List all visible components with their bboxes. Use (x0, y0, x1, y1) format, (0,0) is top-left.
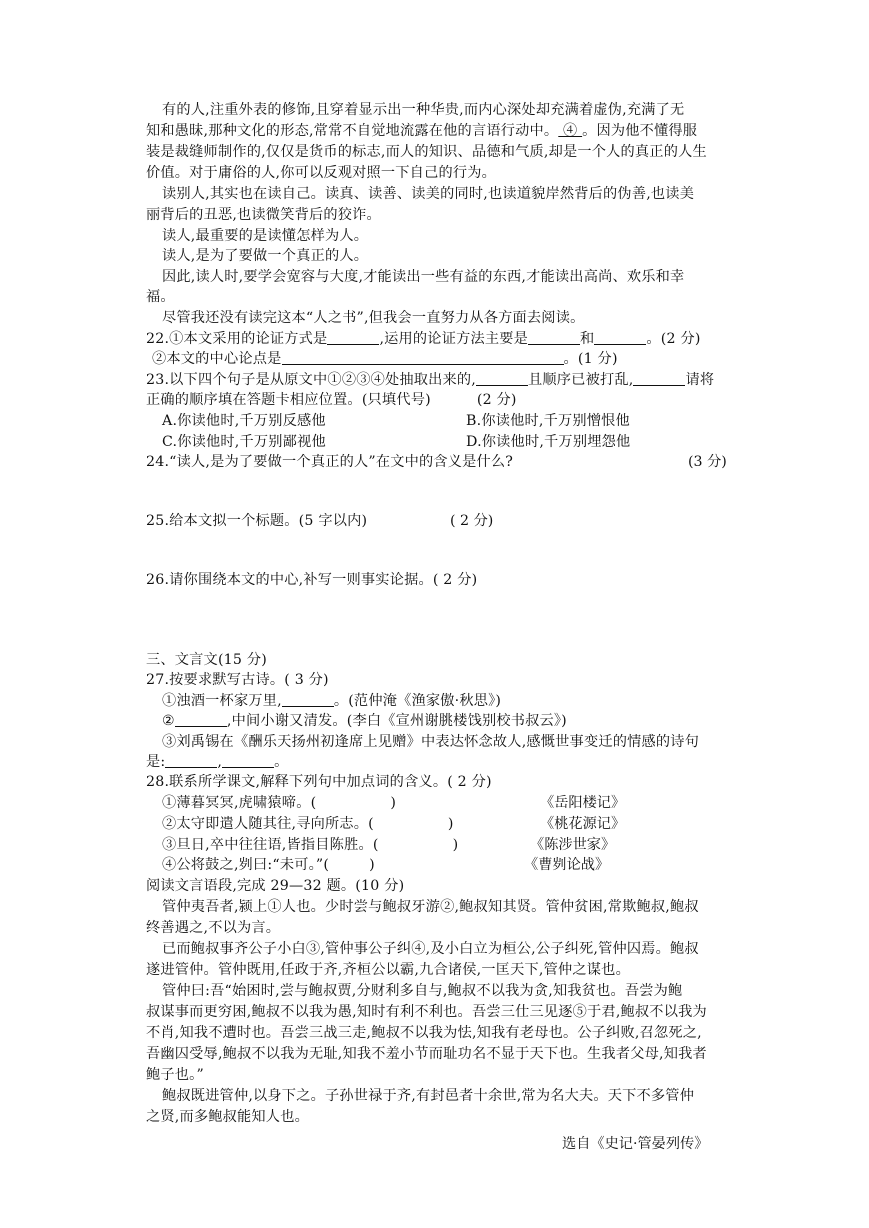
q23-text: 正确的顺序填在答题卡相应位置。(只填代号) (146, 392, 431, 408)
q27-text: 。 (274, 754, 289, 770)
q28-text: ④公将鼓之,刿曰:“未可。”( (162, 857, 330, 873)
passage-line (146, 121, 697, 141)
q28-text: ) (447, 816, 454, 832)
question-23 (146, 370, 714, 390)
reading-line: 管仲夷吾者,颍上①人也。少时尝与鲍叔牙游②,鲍叔知其贤。管仲贫困,常欺鲍叔,鲍叔 (162, 899, 699, 915)
answer-blank[interactable] (282, 350, 564, 365)
q28-item-3 (162, 835, 458, 855)
answer-blank[interactable] (165, 753, 217, 768)
question-25: 25.给本文拟一个标题。(5 字以内) (146, 513, 368, 529)
q22-text: 22.①本文采用的论证方式是 (146, 331, 328, 347)
passage-line: 有的人,注重外表的修饰,且穿着显示出一种华贵,而内心深处却充满着虚伪,充满了无 (162, 102, 685, 118)
q28-source-1: 《岳阳楼记》 (540, 795, 626, 811)
reading-line: 之贤,而多鲍叔能知人也。 (146, 1109, 309, 1125)
reading-line: 叔谋事而更穷困,鲍叔不以我为愚,知时有利不利也。吾尝三仕三见逐⑤于君,鲍叔不以我为 (146, 1004, 707, 1020)
option-c: C.你读他时,千万别鄙视他 (162, 434, 326, 450)
q27-text: ,中间小谢又清发。(李白《宣州谢朓楼饯别校书叔云》) (226, 713, 567, 729)
answer-blank[interactable] (282, 692, 334, 707)
q28-text: ①薄暮冥冥,虎啸猿啼。( (162, 795, 317, 811)
reading-line: 管仲曰:吾“始困时,尝与鲍叔贾,分财利多自与,鲍叔不以我为贪,知我贫也。吾尝为鲍 (162, 983, 683, 999)
q25-score: ( 2 分) (450, 513, 494, 529)
question-27: 27.按要求默写古诗。( 3 分) (146, 672, 329, 688)
q27-text: ② (162, 713, 175, 729)
passage-line: 读人,是为了要做一个真正的人。 (162, 248, 369, 264)
answer-blank[interactable] (476, 371, 528, 386)
q28-text: ②太守即遣人随其往,寻向所志。( (162, 816, 374, 832)
q22-text: ,运用的论证方法主要是 (379, 331, 529, 347)
option-b: B.你读他时,千万别憎恨他 (466, 413, 630, 429)
q22-text: ②本文的中心论点是 (152, 351, 282, 367)
option-a: A.你读他时,千万别反感他 (162, 413, 326, 429)
q28-item-1 (162, 793, 396, 813)
passage-text: 知和愚昧,那种文化的形态,常常不自觉地流露在他的言语行动中。 (146, 123, 559, 139)
q27-text: 是: (146, 754, 166, 770)
passage-line: 读别人,其实也在读自己。读真、读善、读美的同时,也读道貌岸然背后的伪善,也读美 (162, 186, 695, 202)
passage-text: 。因为他不懂得服 (582, 123, 698, 139)
q23-text: 请将 (685, 372, 715, 388)
q28-text: ) (452, 837, 459, 853)
reading-line: 鲍叔既进管仲,以身下之。子孙世禄于齐,有封邑者十余世,常为名大夫。天下不多管仲 (162, 1088, 695, 1104)
q23-text: 且顺序已被打乱, (528, 372, 634, 388)
passage-line: 丽背后的丑恶,也读微笑背后的狡诈。 (146, 207, 381, 223)
answer-blank[interactable] (528, 330, 580, 345)
passage-line: 读人,最重要的是读懂怎样为人。 (162, 228, 369, 244)
answer-blank[interactable] (594, 330, 646, 345)
q27-text: ①浊酒一杯家万里, (162, 693, 282, 709)
q28-item-2 (162, 814, 454, 834)
q23-text: 23.以下四个句子是从原文中①②③④处抽取出来的, (146, 372, 477, 388)
q28-text: ③旦日,卒中往往语,皆指目陈胜。( (162, 837, 379, 853)
blank-4: ④ (558, 123, 583, 139)
question-26: 26.请你围绕本文的中心,补写一则事实论据。( 2 分) (146, 572, 478, 588)
q27-item-3: ③刘禹锡在《酬乐天扬州初逢席上见赠》中表达怀念故人,感慨世事变迁的情感的诗句 (162, 734, 700, 750)
q28-item-4 (162, 855, 375, 875)
question-22-part1 (146, 329, 701, 349)
passage-line: 因此,读人时,要学会宽容与大度,才能读出一些有益的东西,才能读出高尚、欢乐和幸 (162, 269, 685, 285)
option-d: D.你读他时,千万别埋怨他 (466, 434, 631, 450)
passage-line: 福。 (146, 289, 175, 305)
q27-text: , (217, 754, 223, 770)
q22-score: 。(2 分) (646, 331, 701, 347)
q27-text: 。(范仲淹《渔家傲·秋思》) (333, 693, 502, 709)
reading-line: 鲍子也。” (146, 1067, 204, 1083)
q28-text: ) (369, 857, 375, 873)
q24-score: (3 分) (688, 454, 727, 470)
section-heading: 三、文言文(15 分) (146, 652, 267, 668)
q28-text: ) (390, 795, 397, 811)
question-22-part2 (152, 349, 618, 369)
answer-blank[interactable] (327, 330, 379, 345)
question-23-line2 (146, 390, 517, 410)
q22-text: 和 (580, 331, 595, 347)
answer-blank[interactable] (633, 371, 685, 386)
q28-source-3: 《陈涉世家》 (530, 837, 616, 853)
reading-line: 吾幽囚受辱,鲍叔不以我为无耻,知我不羞小节而耻功名不显于天下也。生我者父母,知我者 (146, 1046, 707, 1062)
passage-line: 装是裁缝师制作的,仅仅是货币的标志,而人的知识、品德和气质,却是一个人的真正的人生 (146, 144, 707, 160)
q27-item-3-answer (146, 752, 288, 772)
reading-line: 已而鲍叔事齐公子小白③,管仲事公子纠④,及小白立为桓公,公子纠死,管仲囚焉。鲍叔 (162, 941, 699, 957)
q27-item-1 (162, 691, 501, 711)
q23-score: (2 分) (476, 392, 517, 408)
reading-intro: 阅读文言语段,完成 29—32 题。(10 分) (146, 878, 405, 894)
q28-source-4: 《曹刿论战》 (524, 857, 610, 873)
reading-line: 终善遇之,不以为言。 (146, 920, 281, 936)
question-28: 28.联系所学课文,解释下列句中加点词的含义。( 2 分) (146, 774, 492, 790)
reading-line: 不肖,知我不遭时也。吾尝三战三走,鲍叔不以我为怯,知我有老母也。公子纠败,召忽死之, (146, 1025, 702, 1041)
q22-score: 。(1 分) (563, 351, 618, 367)
answer-blank[interactable] (222, 753, 274, 768)
reading-line: 遂进管仲。管仲既用,任政于齐,齐桓公以霸,九合诸侯,一匡天下,管仲之谋也。 (146, 962, 630, 978)
answer-blank[interactable] (175, 712, 227, 727)
q28-source-2: 《桃花源记》 (540, 816, 626, 832)
question-24: 24.“读人,是为了要做一个真正的人”在文中的含义是什么? (146, 454, 514, 470)
passage-line: 尽管我还没有读完这本“人之书”,但我会一直努力从各方面去阅读。 (162, 310, 585, 326)
q27-item-2 (162, 711, 567, 731)
reading-source: 选自《史记·管晏列传》 (562, 1136, 709, 1152)
passage-line: 价值。对于庸俗的人,你可以反观对照一下自己的行为。 (146, 165, 497, 181)
